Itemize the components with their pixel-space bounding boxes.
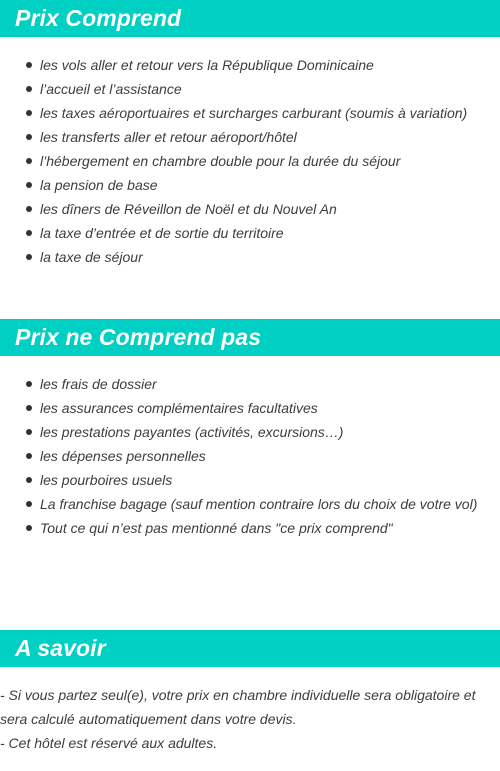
included-list bbox=[0, 53, 467, 269]
section-title: Prix ne Comprend pas bbox=[15, 324, 262, 350]
bullet-icon bbox=[26, 525, 32, 531]
note-text: - Si vous partez seul(e), votre prix en chambre individuelle sera obligatoire et sera calculé automatiquement dans votre devis. bbox=[0, 687, 476, 727]
list-item bbox=[0, 149, 467, 173]
bullet-icon bbox=[26, 86, 32, 92]
bullet-icon bbox=[26, 381, 32, 387]
list-item-label: les transferts aller et retour aéroport/hôtel bbox=[40, 129, 297, 145]
list-item-label: les assurances complémentaires facultatives bbox=[40, 400, 318, 416]
list-item-label: les pourboires usuels bbox=[40, 472, 173, 488]
list-item-label: l’accueil et l’assistance bbox=[40, 81, 182, 97]
list-item bbox=[0, 221, 467, 245]
list-item-label: les vols aller et retour vers la République Dominicaine bbox=[40, 57, 374, 73]
bullet-icon bbox=[26, 206, 32, 212]
bullet-icon bbox=[26, 477, 32, 483]
bullet-icon bbox=[26, 405, 32, 411]
list-item bbox=[0, 197, 467, 221]
list-item-label: l’hébergement en chambre double pour la durée du séjour bbox=[40, 153, 401, 169]
list-item bbox=[0, 245, 467, 269]
bullet-icon bbox=[26, 158, 32, 164]
list-item-label: les dépenses personnelles bbox=[40, 448, 206, 464]
list-item-label: les taxes aéroportuaires et surcharges carburant (soumis à variation) bbox=[40, 105, 468, 121]
bullet-icon bbox=[26, 230, 32, 236]
section-title: A savoir bbox=[15, 635, 106, 661]
list-item bbox=[0, 372, 477, 396]
list-item bbox=[0, 420, 477, 444]
bullet-icon bbox=[26, 134, 32, 140]
list-item bbox=[0, 444, 477, 468]
bullet-icon bbox=[26, 110, 32, 116]
bullet-icon bbox=[26, 254, 32, 260]
list-item-label: les dîners de Réveillon de Noël et du Nouvel An bbox=[40, 201, 337, 217]
list-item bbox=[0, 468, 477, 492]
bullet-icon bbox=[26, 501, 32, 507]
bullet-icon bbox=[26, 62, 32, 68]
list-item bbox=[0, 516, 477, 540]
list-item-label: les frais de dossier bbox=[40, 376, 157, 392]
list-item bbox=[0, 396, 477, 420]
bullet-icon bbox=[26, 182, 32, 188]
excluded-list bbox=[0, 372, 477, 540]
list-item bbox=[0, 125, 467, 149]
list-item-label: la taxe d’entrée et de sortie du territoire bbox=[40, 225, 284, 241]
bullet-icon bbox=[26, 453, 32, 459]
section-header-prix-comprend bbox=[0, 0, 500, 37]
list-item-label: La franchise bagage (sauf mention contraire lors du choix de votre vol) bbox=[40, 496, 478, 512]
section-header-a-savoir bbox=[0, 630, 500, 667]
list-item bbox=[0, 77, 467, 101]
section-title: Prix Comprend bbox=[15, 5, 182, 31]
note-text: - Cet hôtel est réservé aux adultes. bbox=[0, 735, 218, 751]
list-item-label: Tout ce qui n’est pas mentionné dans "ce prix comprend" bbox=[40, 520, 393, 536]
list-item-label: les prestations payantes (activités, excursions…) bbox=[40, 424, 344, 440]
list-item-label: la taxe de séjour bbox=[40, 249, 143, 265]
section-header-prix-ne-comprend-pas bbox=[0, 319, 500, 356]
list-item bbox=[0, 492, 477, 516]
list-item bbox=[0, 173, 467, 197]
list-item bbox=[0, 101, 467, 125]
list-item bbox=[0, 53, 467, 77]
bullet-icon bbox=[26, 429, 32, 435]
list-item-label: la pension de base bbox=[40, 177, 158, 193]
